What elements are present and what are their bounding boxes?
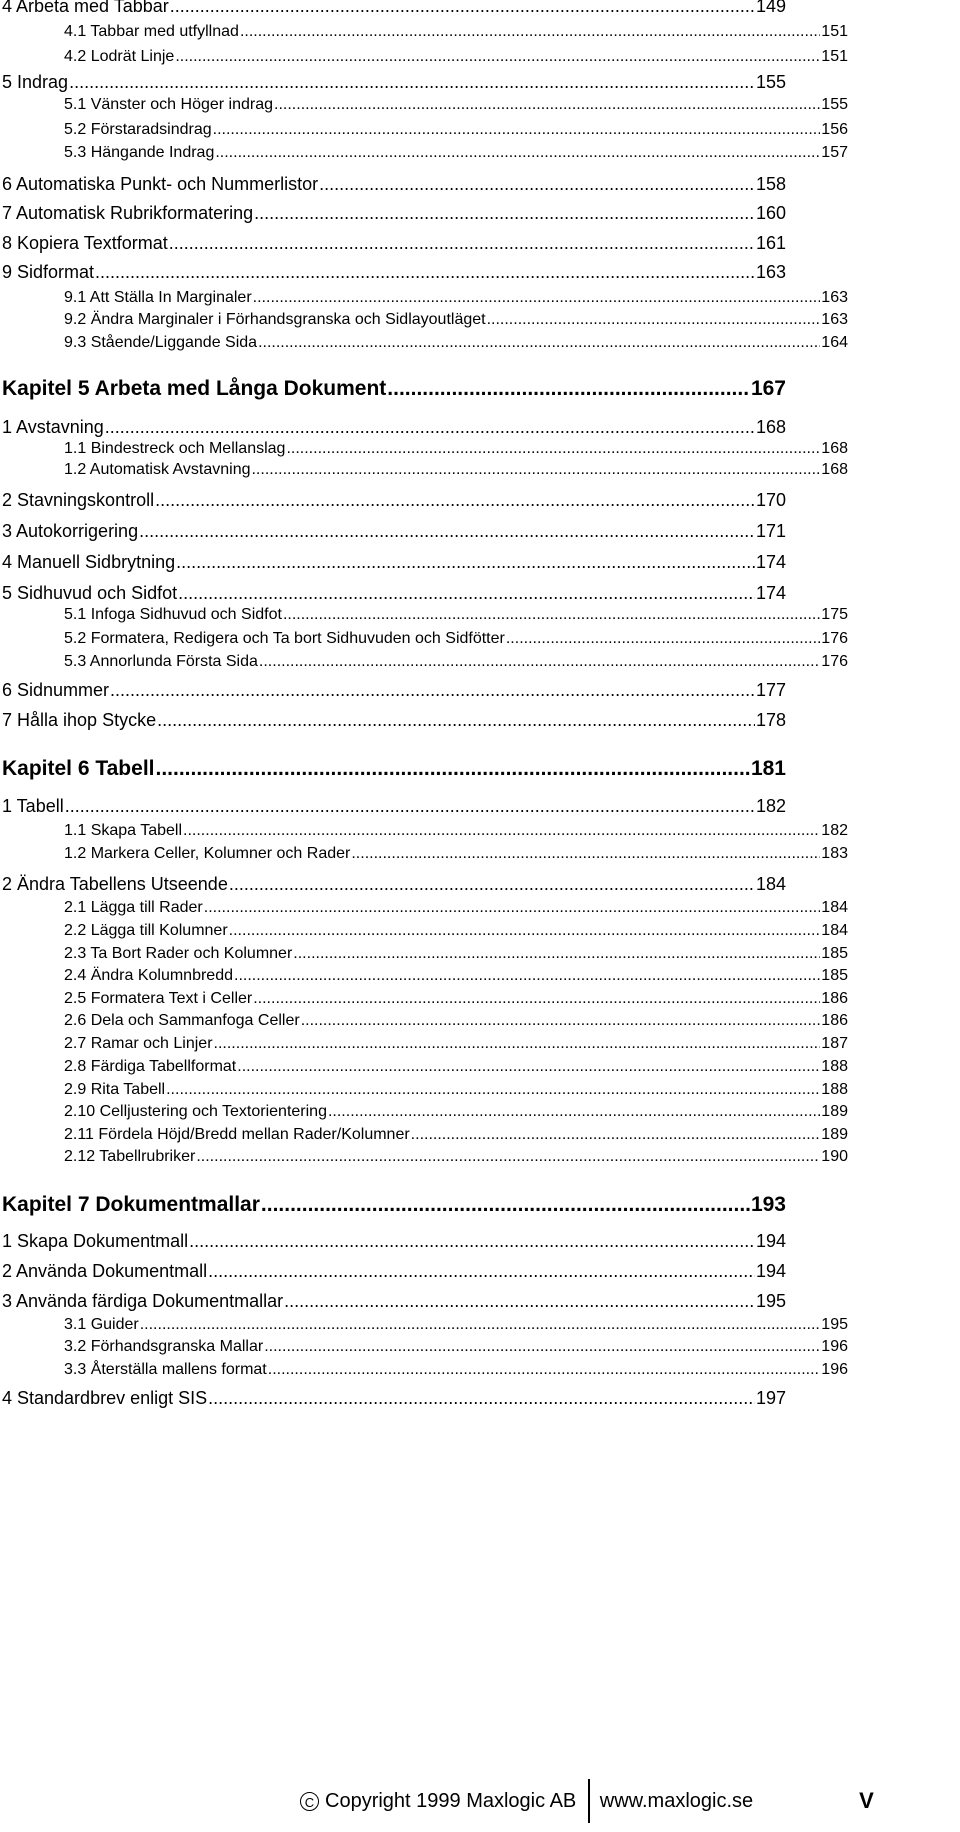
dot-leader	[208, 1386, 755, 1410]
toc-subsection[interactable]	[0, 1101, 848, 1122]
dot-leader	[140, 1314, 821, 1335]
dot-leader	[196, 1146, 820, 1167]
toc-subsection[interactable]	[0, 119, 848, 140]
dot-leader	[156, 755, 750, 783]
dot-leader	[251, 459, 820, 480]
copyright-text: Copyright 1999 Maxlogic AB	[325, 1789, 577, 1812]
toc-section[interactable]	[0, 231, 786, 255]
dot-leader	[506, 628, 820, 649]
dot-leader	[351, 843, 820, 864]
toc-entry-title: 7 Automatisk Rubrikformatering	[2, 203, 254, 223]
toc-entry-title: 2.12 Tabellrubriker	[64, 1147, 196, 1165]
dot-leader	[110, 678, 755, 702]
toc-entry-title: 3.3 Återställa mallens format	[64, 1360, 267, 1378]
toc-page-number: 197	[755, 1388, 786, 1408]
dot-leader	[178, 581, 755, 605]
toc-subsection[interactable]	[0, 1359, 848, 1380]
toc-page-number: 171	[755, 521, 786, 541]
toc-chapter[interactable]	[0, 375, 786, 403]
toc-entry-title: 5 Sidhuvud och Sidfot	[2, 583, 178, 603]
toc-section[interactable]	[0, 550, 786, 574]
toc-entry-title: 1.1 Bindestreck och Mellanslag	[64, 439, 286, 457]
toc-entry-title: Kapitel 7 Dokumentmallar	[2, 1193, 260, 1216]
dot-leader	[215, 142, 820, 163]
toc-section[interactable]	[0, 519, 786, 543]
dot-leader	[204, 897, 821, 918]
toc-page-number: 185	[821, 944, 848, 962]
toc-page-number: 189	[821, 1102, 848, 1120]
toc-page-number: 196	[821, 1360, 848, 1378]
toc-page-number: 157	[821, 143, 848, 161]
toc-page-number: 155	[821, 95, 848, 113]
page-footer	[300, 1779, 960, 1823]
toc-page-number: 163	[755, 262, 786, 282]
toc-page-number: 176	[821, 629, 848, 647]
dot-leader	[157, 708, 755, 732]
toc-subsection[interactable]	[0, 309, 848, 330]
dot-leader	[261, 1191, 750, 1219]
dot-leader	[175, 46, 820, 67]
dot-leader	[258, 332, 820, 353]
toc-subsection[interactable]	[0, 94, 848, 115]
toc-entry-title: 2.7 Ramar och Linjer	[64, 1034, 213, 1052]
toc-page-number: 181	[750, 757, 786, 780]
toc-entry-title: 5.1 Infoga Sidhuvud och Sidfot	[64, 605, 282, 623]
dot-leader	[237, 1056, 820, 1077]
toc-entry-title: 2.5 Formatera Text i Celler	[64, 989, 253, 1007]
toc-page-number: 177	[755, 680, 786, 700]
toc-page-number: 174	[755, 583, 786, 603]
toc-subsection[interactable]	[0, 459, 848, 480]
toc-page-number: 176	[821, 652, 848, 670]
toc-page-number: 175	[821, 605, 848, 623]
toc-page-number: 151	[821, 22, 848, 40]
toc-page-number: 155	[755, 72, 786, 92]
dot-leader	[259, 651, 820, 672]
dot-leader	[183, 820, 820, 841]
toc-page-number: 193	[750, 1193, 786, 1216]
toc-entry-title: 5.2 Förstaradsindrag	[64, 120, 212, 138]
toc-entry-title: 9.2 Ändra Marginaler i Förhandsgranska och Sidlayoutläget	[64, 310, 486, 328]
toc-entry-title: 2.6 Dela och Sammanfoga Celler	[64, 1011, 300, 1029]
toc-subsection[interactable]	[0, 1056, 848, 1077]
dot-leader	[208, 1259, 755, 1283]
dot-leader	[284, 1289, 755, 1313]
toc-section[interactable]	[0, 201, 786, 225]
dot-leader	[274, 94, 820, 115]
toc-entry-title: 5.1 Vänster och Höger indrag	[64, 95, 274, 113]
toc-entry-title: 3 Autokorrigering	[2, 521, 139, 541]
toc-page-number: 182	[755, 796, 786, 816]
toc-page-number: 183	[821, 844, 848, 862]
dot-leader	[234, 965, 820, 986]
dot-leader	[176, 550, 755, 574]
toc-entry-title: 1 Skapa Dokumentmall	[2, 1231, 189, 1251]
toc-page-number: 188	[821, 1057, 848, 1075]
dot-leader	[283, 604, 820, 625]
toc-chapter[interactable]	[0, 755, 786, 783]
dot-leader	[268, 1359, 821, 1380]
toc-entry-title: 2.11 Fördela Höjd/Bredd mellan Rader/Kolumner	[64, 1125, 410, 1143]
toc-entry-title: 2.8 Färdiga Tabellformat	[64, 1057, 237, 1075]
toc-page-number: 156	[821, 120, 848, 138]
toc-entry-title: 2.1 Lägga till Rader	[64, 898, 203, 916]
toc-subsection[interactable]	[0, 651, 848, 672]
toc-page-number: 188	[821, 1080, 848, 1098]
dot-leader	[387, 375, 750, 403]
toc-page-number: 168	[821, 460, 848, 478]
toc-section[interactable]	[0, 678, 786, 702]
toc-entry-title: 4.1 Tabbar med utfyllnad	[64, 22, 239, 40]
toc-entry-title: 2.10 Celljustering och Textorientering	[64, 1102, 327, 1120]
toc-entry-title: 9.3 Stående/Liggande Sida	[64, 333, 258, 351]
dot-leader	[214, 1033, 821, 1054]
toc-chapter[interactable]	[0, 1191, 786, 1219]
toc-entry-title: 4 Manuell Sidbrytning	[2, 552, 176, 572]
toc-entry-title: 3.1 Guider	[64, 1315, 139, 1333]
toc-page-number: 151	[821, 47, 848, 65]
toc-subsection[interactable]	[0, 46, 848, 67]
toc-entry-title: 2.4 Ändra Kolumnbredd	[64, 966, 233, 984]
toc-entry-title: 2 Använda Dokumentmall	[2, 1261, 208, 1281]
toc-subsection[interactable]	[0, 1314, 848, 1335]
toc-subsection[interactable]	[0, 142, 848, 163]
toc-subsection[interactable]	[0, 332, 848, 353]
toc-section[interactable]	[0, 1259, 786, 1283]
copyright-notice	[300, 1790, 576, 1813]
toc-entry-title: 9 Sidformat	[2, 262, 95, 282]
toc-page-number: 195	[755, 1291, 786, 1311]
toc-page-number: 170	[755, 490, 786, 510]
dot-leader	[139, 519, 755, 543]
toc-page-number: 168	[821, 439, 848, 457]
dot-leader	[293, 943, 820, 964]
toc-entry-title: 8 Kopiera Textformat	[2, 233, 168, 253]
dot-leader	[166, 1079, 820, 1100]
dot-leader	[264, 1336, 820, 1357]
toc-entry-title: Kapitel 6 Tabell	[2, 757, 155, 780]
dot-leader	[301, 1010, 821, 1031]
toc-page-number: 164	[821, 333, 848, 351]
toc-entry-title: 2.2 Lägga till Kolumner	[64, 921, 228, 939]
dot-leader	[286, 438, 820, 459]
toc-page-number: 185	[821, 966, 848, 984]
toc-subsection[interactable]	[0, 920, 848, 941]
dot-leader	[105, 415, 755, 439]
toc-entry-title: 1 Tabell	[2, 796, 64, 816]
dot-leader	[155, 488, 755, 512]
toc-page-number: 196	[821, 1337, 848, 1355]
dot-leader	[95, 260, 755, 284]
toc-page-number: 194	[755, 1261, 786, 1281]
toc-page-number: 149	[755, 0, 786, 16]
toc-page-number: 184	[755, 874, 786, 894]
toc-subsection[interactable]	[0, 943, 848, 964]
toc-subsection[interactable]	[0, 820, 848, 841]
toc-page-number: 186	[821, 989, 848, 1007]
dot-leader	[487, 309, 821, 330]
toc-subsection[interactable]	[0, 287, 848, 308]
toc-subsection[interactable]	[0, 1079, 848, 1100]
toc-entry-title: 5 Indrag	[2, 72, 69, 92]
toc-entry-title: 4 Arbeta med Tabbar	[2, 0, 169, 16]
footer-divider	[588, 1779, 590, 1823]
toc-section[interactable]	[0, 415, 786, 439]
toc-section[interactable]	[0, 1386, 786, 1410]
toc-subsection[interactable]	[0, 628, 848, 649]
dot-leader	[229, 872, 755, 896]
dot-leader	[319, 172, 755, 196]
toc-subsection[interactable]	[0, 604, 848, 625]
toc-page-number: 163	[821, 288, 848, 306]
toc-entry-title: 1 Avstavning	[2, 417, 104, 437]
toc-entry-title: 2.9 Rita Tabell	[64, 1080, 166, 1098]
toc-subsection[interactable]	[0, 843, 848, 864]
toc-page-number: 168	[755, 417, 786, 437]
dot-leader	[253, 988, 820, 1009]
toc-page-number: 195	[821, 1315, 848, 1333]
toc-section[interactable]	[0, 70, 786, 94]
toc-page-number: 186	[821, 1011, 848, 1029]
toc-subsection[interactable]	[0, 1010, 848, 1031]
toc-subsection[interactable]	[0, 1033, 848, 1054]
toc-subsection[interactable]	[0, 438, 848, 459]
toc-entry-title: 2 Stavningskontroll	[2, 490, 155, 510]
toc-entry-title: 1.2 Markera Celler, Kolumner och Rader	[64, 844, 351, 862]
toc-section[interactable]	[0, 0, 786, 18]
toc-subsection[interactable]	[0, 965, 848, 986]
toc-page-number: 161	[755, 233, 786, 253]
dot-leader	[189, 1229, 755, 1253]
toc-entry-title: 7 Hålla ihop Stycke	[2, 710, 157, 730]
toc-entry-title: 5.3 Annorlunda Första Sida	[64, 652, 258, 670]
toc-entry-title: 2.3 Ta Bort Rader och Kolumner	[64, 944, 293, 962]
toc-subsection[interactable]	[0, 897, 848, 918]
toc-page-number: 189	[821, 1125, 848, 1143]
toc-section[interactable]	[0, 1229, 786, 1253]
dot-leader	[213, 119, 821, 140]
toc-entry-title: Kapitel 5 Arbeta med Långa Dokument	[2, 377, 387, 400]
toc-entry-title: 5.2 Formatera, Redigera och Ta bort Sidhuvuden och Sidfötter	[64, 629, 505, 647]
website-link[interactable]: www.maxlogic.se	[599, 1789, 754, 1812]
toc-page-number: 184	[821, 898, 848, 916]
toc-page-number: 184	[821, 921, 848, 939]
toc-section[interactable]	[0, 1289, 786, 1313]
toc-page-number: 174	[755, 552, 786, 572]
toc-entry-title: 4 Standardbrev enligt SIS	[2, 1388, 208, 1408]
toc-page-number: 182	[821, 821, 848, 839]
toc-entry-title: 6 Sidnummer	[2, 680, 110, 700]
dot-leader	[328, 1101, 820, 1122]
dot-leader	[240, 21, 820, 42]
toc-page-number: 187	[821, 1034, 848, 1052]
toc-entry-title: 6 Automatiska Punkt- och Nummerlistor	[2, 174, 319, 194]
toc-entry-title: 5.3 Hängande Indrag	[64, 143, 215, 161]
toc-subsection[interactable]	[0, 1124, 848, 1145]
toc-section[interactable]	[0, 794, 786, 818]
copyright-icon: C	[300, 1792, 319, 1811]
toc-page-number: 190	[821, 1147, 848, 1165]
toc-entry-title: 4.2 Lodrät Linje	[64, 47, 175, 65]
dot-leader	[253, 287, 821, 308]
toc-entry-title: 1.1 Skapa Tabell	[64, 821, 183, 839]
dot-leader	[169, 231, 755, 255]
toc-section[interactable]	[0, 260, 786, 284]
toc-section[interactable]	[0, 708, 786, 732]
toc-entry-title: 3.2 Förhandsgranska Mallar	[64, 1337, 264, 1355]
toc-entry-title: 9.1 Att Ställa In Marginaler	[64, 288, 252, 306]
dot-leader	[65, 794, 755, 818]
toc-page-number: 167	[750, 377, 786, 400]
toc-page-number: 160	[755, 203, 786, 223]
dot-leader	[170, 0, 755, 18]
toc-page-number: 178	[755, 710, 786, 730]
toc-section[interactable]	[0, 172, 786, 196]
toc-section[interactable]	[0, 581, 786, 605]
toc-entry-title: 2 Ändra Tabellens Utseende	[2, 874, 228, 894]
toc-section[interactable]	[0, 488, 786, 512]
dot-leader	[229, 920, 821, 941]
toc-subsection[interactable]	[0, 21, 848, 42]
toc-page-number: 163	[821, 310, 848, 328]
dot-leader	[411, 1124, 821, 1145]
toc-subsection[interactable]	[0, 1336, 848, 1357]
toc-subsection[interactable]	[0, 988, 848, 1009]
toc-section[interactable]	[0, 872, 786, 896]
page-number: V	[859, 1788, 874, 1813]
toc-entry-title: 1.2 Automatisk Avstavning	[64, 460, 251, 478]
toc-page-number: 194	[755, 1231, 786, 1251]
dot-leader	[254, 201, 755, 225]
toc-page-number: 158	[755, 174, 786, 194]
toc-subsection[interactable]	[0, 1146, 848, 1167]
toc-entry-title: 3 Använda färdiga Dokumentmallar	[2, 1291, 284, 1311]
dot-leader	[69, 70, 755, 94]
